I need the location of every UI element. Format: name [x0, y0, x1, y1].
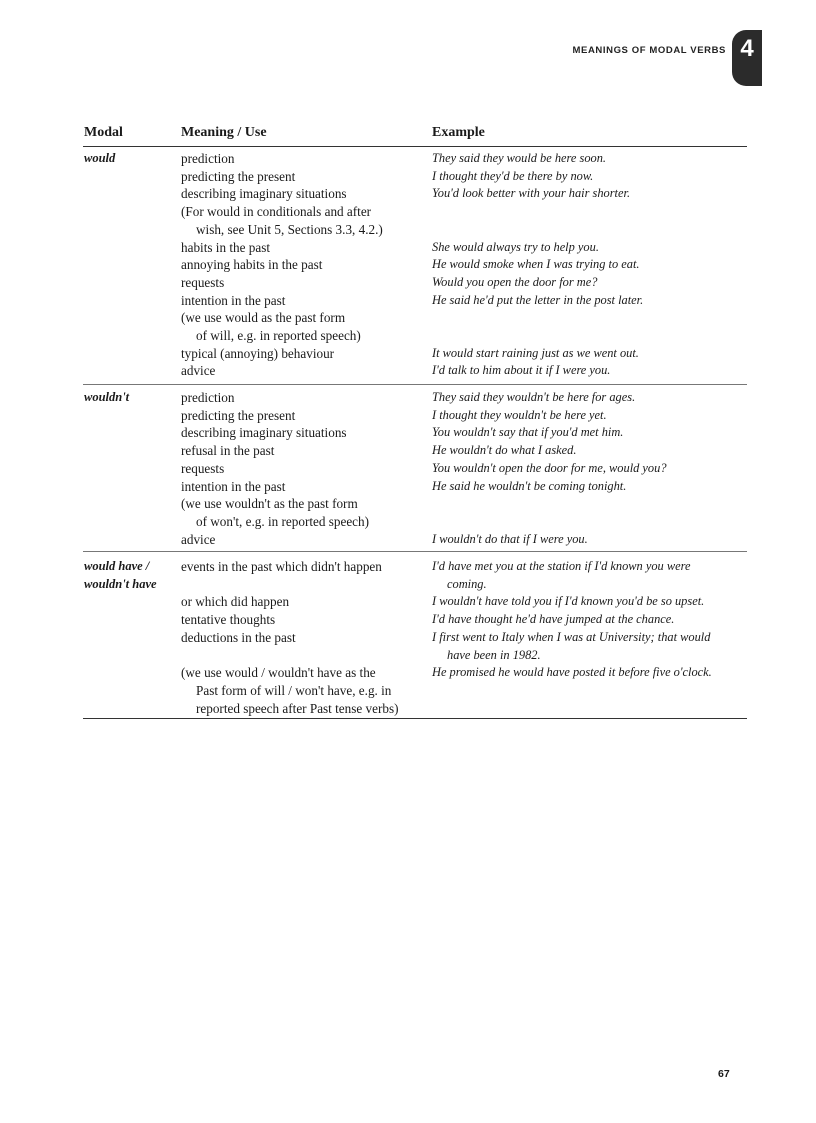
page-number: 67 [718, 1068, 730, 1080]
example-sentence: I thought they'd be there by now. [432, 168, 594, 183]
example-sentence: He said he'd put the letter in the post later. [432, 292, 644, 307]
meaning-text: describing imaginary situations [181, 186, 347, 202]
meaning-text: requests [181, 274, 225, 290]
meaning-text: predicting the present [181, 407, 296, 423]
example-sentence: You wouldn't say that if you'd met him. [432, 425, 624, 440]
meaning-text: or which did happen [181, 594, 290, 610]
meaning-text: requests [181, 460, 225, 476]
example-sentence: I first went to Italy when I was at University; that would [432, 629, 711, 644]
modal-term: wouldn't have [84, 576, 157, 591]
meaning-text: (we use would / wouldn't have as the [181, 665, 376, 681]
example-sentence: He wouldn't do what I asked. [432, 443, 577, 458]
section-divider [83, 551, 747, 552]
meaning-text: intention in the past [181, 478, 286, 494]
table-bottom-rule [83, 718, 747, 719]
example-sentence: You'd look better with your hair shorter. [432, 186, 631, 201]
page-header-title: MEANINGS OF MODAL VERBS [572, 45, 726, 56]
example-sentence-continued: have been in 1982. [447, 647, 541, 662]
meaning-text: (we use would as the past form [181, 310, 346, 326]
column-heading-meaning: Meaning / Use [181, 125, 267, 140]
meaning-text-continued: of won't, e.g. in reported speech) [196, 513, 370, 529]
meaning-text: prediction [181, 151, 235, 166]
example-sentence: Would you open the door for me? [432, 274, 598, 289]
meaning-text: annoying habits in the past [181, 257, 323, 273]
example-sentence: I'd have thought he'd have jumped at the chance. [432, 612, 675, 627]
meaning-text: prediction [181, 390, 235, 405]
example-sentence: He would smoke when I was trying to eat. [432, 257, 640, 272]
modal-term: would have / [84, 559, 150, 573]
example-sentence: He promised he would have posted it before five o'clock. [432, 665, 712, 680]
meaning-text: tentative thoughts [181, 612, 276, 628]
meaning-text-continued: reported speech after Past tense verbs) [196, 700, 399, 716]
meaning-text-continued: Past form of will / won't have, e.g. in [196, 682, 392, 698]
meaning-text: deductions in the past [181, 629, 296, 645]
meaning-text: refusal in the past [181, 443, 275, 459]
meaning-text: predicting the present [181, 168, 296, 184]
modal-term: wouldn't [84, 390, 130, 404]
example-sentence: They said they wouldn't be here for ages. [432, 390, 636, 404]
example-sentence: I'd talk to him about it if I were you. [432, 363, 611, 378]
example-sentence-continued: coming. [447, 576, 487, 591]
meaning-text-continued: of will, e.g. in reported speech) [196, 328, 361, 343]
section-divider [83, 384, 747, 385]
meaning-text: intention in the past [181, 292, 286, 308]
meaning-text: habits in the past [181, 239, 271, 255]
example-sentence: They said they would be here soon. [432, 151, 607, 165]
meaning-text: events in the past which didn't happen [181, 559, 382, 574]
meaning-text: describing imaginary situations [181, 425, 347, 441]
meaning-text: advice [181, 363, 216, 379]
example-sentence: You wouldn't open the door for me, would you? [432, 460, 667, 475]
meaning-text: (For would in conditionals and after [181, 204, 372, 220]
meaning-text: typical (annoying) behaviour [181, 345, 335, 361]
table-top-rule [83, 146, 747, 147]
column-heading-example: Example [432, 125, 485, 140]
example-sentence: It would start raining just as we went out. [432, 345, 639, 360]
example-sentence: She would always try to help you. [432, 239, 599, 254]
modal-term: would [84, 151, 116, 165]
example-sentence: I wouldn't do that if I were you. [432, 531, 588, 546]
chapter-number: 4 [740, 35, 754, 62]
meaning-text-continued: wish, see Unit 5, Sections 3.3, 4.2.) [196, 221, 383, 237]
meaning-text: advice [181, 531, 216, 547]
example-sentence: I'd have met you at the station if I'd known you were [432, 559, 691, 573]
example-sentence: I wouldn't have told you if I'd known you'd be so upset. [432, 594, 705, 609]
meaning-text: (we use wouldn't as the past form [181, 496, 358, 512]
example-sentence: He said he wouldn't be coming tonight. [432, 478, 627, 493]
column-heading-modal: Modal [84, 125, 123, 140]
example-sentence: I thought they wouldn't be here yet. [432, 407, 607, 422]
